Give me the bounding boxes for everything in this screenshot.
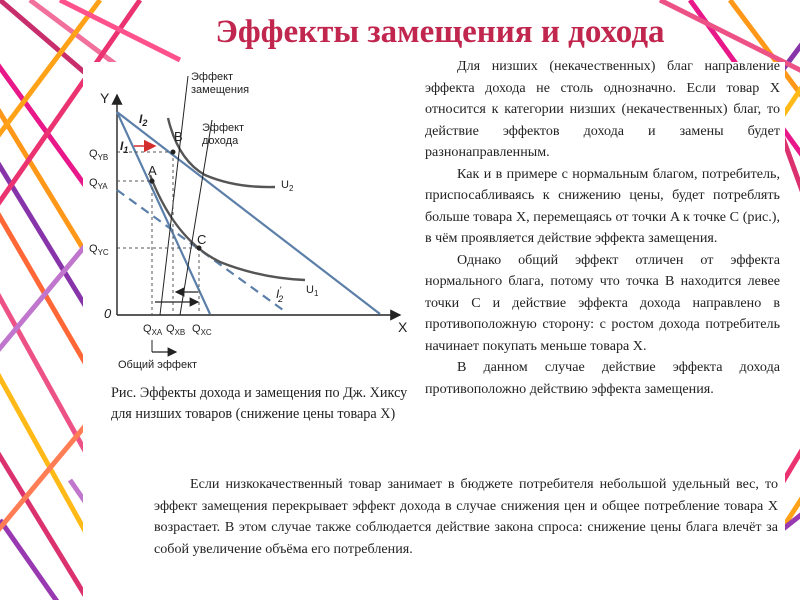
tick-qyb: $Q_{YB}$ <box>89 148 109 162</box>
paragraph-4: В данном случае действие эффекта дохода противоположно действию эффекта замещения. <box>425 359 780 397</box>
paragraph-3: Однако общий эффект отличен от эффекта нормального блага, потому что точка B находится левее точки C и действие эффекта дохода направлено в противоположную сторону: с ростом дохода потребитель начинает покупать меньше товара X. <box>425 251 780 354</box>
origin-label: 0 <box>104 306 112 321</box>
paragraph-2: Как и в примере с нормальным благом, потребитель, приспосабливаясь к снижению цены, будет потреблять больше товара X, перемещаясь от точки A к точке C (рис.), в чём проявляется действие эффекта замещения. <box>425 165 780 246</box>
tick-qxa: $Q_{XA}$ <box>143 323 163 337</box>
y-axis-label: Y <box>100 90 110 106</box>
point-b <box>171 150 176 155</box>
label-substitution-effect: Эффект замещения <box>191 71 250 96</box>
slide-title: Эффекты замещения и дохода <box>215 14 665 50</box>
tick-qyc: $Q_{YC}$ <box>89 243 109 257</box>
tick-qxc: $Q_{XC}$ <box>192 323 212 337</box>
figure-caption: Рис. Эффекты дохода и замещения по Дж. Хиксу для низших товаров (снижение цены товара X) <box>111 385 408 422</box>
conclusion-paragraph: Если низкокачественный товар занимает в бюджете потребителя небольшой удельный вес, то эффект замещения перекрывает эффект дохода в случае снижения цен и общее потребление товара X возрастает. В этом случае также соблюдается действие закона спроса: снижение цены блага влечёт за собой увеличение объёма его потребления. <box>154 476 778 557</box>
label-i1: $I_1$ <box>120 139 129 155</box>
x-axis-label: X <box>398 319 408 335</box>
tick-qxb: $Q_{XB}$ <box>166 323 186 337</box>
point-a <box>150 179 155 184</box>
label-u2: $U_2$ <box>281 179 294 193</box>
point-b-label: B <box>174 129 183 144</box>
label-income-effect: Эффект дохода <box>202 122 245 147</box>
tick-qya: $Q_{YA}$ <box>89 177 108 191</box>
substitution-effect-line <box>160 76 188 315</box>
label-u1: $U_1$ <box>306 284 319 298</box>
point-c-label: C <box>197 232 207 247</box>
budget-line-i1 <box>117 112 380 314</box>
label-i2: $I_2$ <box>139 112 148 128</box>
label-i2-prime: I' 2 <box>276 285 284 304</box>
label-total-effect: Общий эффект <box>118 359 198 371</box>
point-a-label: A <box>148 163 157 178</box>
paragraph-1: Для низших (некачественных) благ направление эффекта дохода не столь однозначно. Если товар X относится к категории низших (некачественных) благ, то действие эффектов дохода и замены будет разнонаправленным. <box>425 58 780 160</box>
explanation-text <box>425 56 780 400</box>
